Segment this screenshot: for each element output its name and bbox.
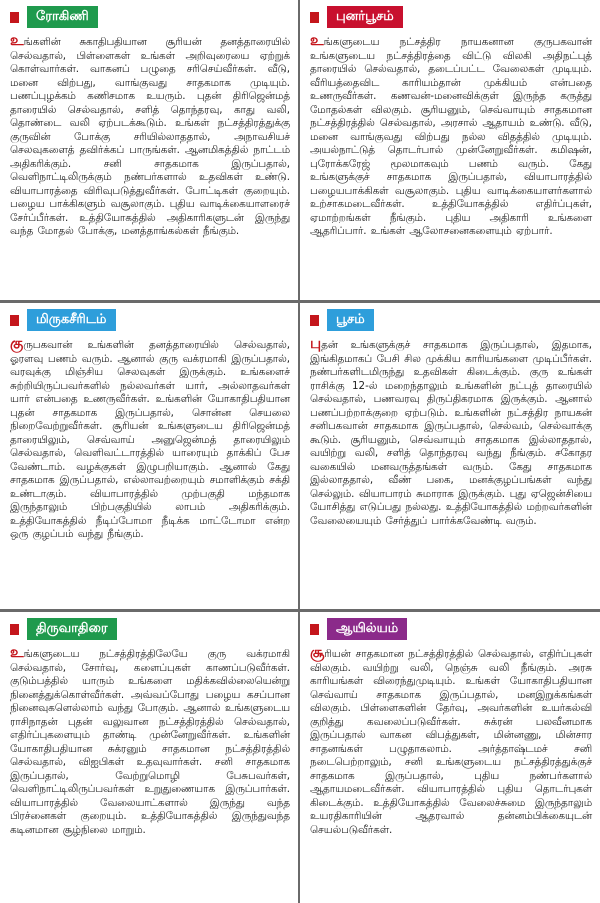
- section-header: [310, 6, 403, 28]
- section-header: [10, 618, 117, 640]
- section-header: [10, 309, 116, 331]
- section-body: [10, 334, 290, 542]
- section-poosam: [300, 303, 600, 609]
- vertical-divider: [298, 0, 300, 903]
- section-header: [310, 618, 407, 640]
- section-text: தன் உங்களுக்குச் சாதகமாக இருப்பதால், இதமாக, இங்கிதமாகப் பேசி சில முக்கிய காரியங்களை முடிப்பீர்கள். நண்பர்களிடமிருந்து உதவிகள் கிடைக்கும். குரு உங்கள் ராசிக்கு 12-ல் மறைந்தாலும் உங்களின் நட்புத் தாரையில் செல்வதால், பணவரவு திருப்திகரமாக இருக்கும். ஆனால் பணப்பற்றாக்குறை ஏற்படும். உங்களின் நட்சத்திர நாயகன் சனிபகவான் சாதகமாக இருப்பதால், செல்வம், செல்வாக்கு கூடும். சூரியனும், செவ்வாயும் சாதகமாக இல்லாததால், வயிற்று வலி, சளித் தொந்தரவு வந்து நீங்கும். சகோதர வகையில் மனவருத்தங்கள் வரும். கேது சாதகமாக இல்லாததால், வீண் பகை, மனக்குழப்பங்கள் வந்து செல்லும். வியாபாரம் சுமாராக இருக்கும். புது ஏஜென்சியை யோசித்து எடுப்பது நல்லது. உத்தியோகத்தில் மற்றவர்களின் வேலையையும் சேர்த்துப் பார்க்கவேண்டி வரும்.: [310, 339, 592, 527]
- horizontal-divider: [0, 609, 600, 612]
- drop-letter: உ: [10, 643, 24, 661]
- red-square-bullet-icon: [10, 315, 19, 326]
- section-thiruvathirai: [0, 612, 298, 903]
- section-body: [10, 31, 290, 239]
- section-body: [310, 643, 592, 837]
- section-text: ரியன் சாதகமான நட்சத்திரத்தில் செல்வதால், எதிர்ப்புகள் விலகும். வயிற்று வலி, நெஞ்சு வலி நீங்கும். அரசு காரியங்கள் விரைந்துமுடியும். உங்கள் யோகாதிபதியான செவ்வாய் சாதகமாக இருப்பதால், மனஇறுக்கங்கள் விலகும். பிள்ளைகளின் தேர்வு, அவர்களின் உயர்கல்வி குறித்து கவலைப்படுவீர்கள். சுக்ரன் பலவீனமாக இருப்பதால் வாகன விபத்துகள், மின்னணு, மின்சார சாதனங்கள் பழுதாகலாம். அர்த்தாஷ்டமச் சனி நடைபெற்றாலும், சனி உங்களுடைய நட்சத்திரத்துக்குச் சாதகமாக இருப்பதால், புதிய நண்பர்களால் ஆதாயமடைவீர்கள். வியாபாரத்தில் புதிய தொடர்புகள் கிடைக்கும். உத்தியோகத்தில் வேலைச்சுமை இருந்தாலும் உயரதிகாரியின் ஆதரவால் தன்னம்பிக்கையுடன் செயல்படுவீர்கள்.: [310, 648, 592, 836]
- drop-letter: கு: [10, 334, 24, 352]
- section-header: [10, 6, 98, 28]
- drop-letter: பு: [310, 334, 322, 352]
- section-rohini: [0, 0, 298, 300]
- drop-letter: சூ: [310, 643, 325, 661]
- section-title: ரோகிணி: [27, 6, 98, 28]
- section-title: ஆயில்யம்: [327, 618, 407, 640]
- horizontal-divider: [0, 300, 600, 303]
- section-text: ங்களின் சுகாதிபதியான சூரியன் தனத்தாரையில் செல்வதால், பிள்ளைகள் உங்கள் அறிவுரையை ஏற்றுக் கொள்வார்கள். வாகனப் பழுதை சரிசெய்வீர்கள். வீடு, மனை விற்பது, வாங்குவது சாதகமாக முடியும். பணப்புழக்கம் கணிசமாக உயரும். புதன் திரிஜென்மத் தாரையில் செல்வதால், சளித் தொந்தரவு, காது வலி, தொண்டை வலி ஏற்படக்கூடும். உங்கள் நட்சத்திரத்துக்கு குருவின் போக்கு சரியில்லாததால், அநாவசியச் செலவுகளைத் தவிர்க்கப் பாருங்கள். ஆனமிகத்தில் நாட்டம் அதிகரிக்கும். சனி சாதகமாக இருப்பதால், வெளிநாட்டிலிருக்கும் நண்பர்களால் உதவிகள் உண்டு. வியாபாரத்தை விரிவுபடுத்துவீர்கள். போட்டிகள் குறையும். பழைய பாக்கிகளும் வசூலாகும். புதிய வாடிக்கையாளரைச் சேர்ப்பீர்கள். உத்தியோகத்தில் அதிகாரிகளுடன் இருந்து வந்த மோதல் போக்கு, மனத்தாங்கல்கள் நீங்கும்.: [10, 36, 290, 237]
- section-text: ங்களுடைய நட்சத்திரத்திலேயே குரு வக்ரமாகி செல்வதால், சோர்வு, களைப்புகள் காணப்படுவீர்கள். குடும்பத்தில் யாரும் உங்களை மதிக்கவில்லையென்று நினைத்துக்கொள்வீர்கள். அவ்வப்போது பழைய கசப்பான நினைவுகளெல்லாம் வந்து போகும். ஆனால் உங்களுடைய ராசிநாதன் புதன் வலுவான நட்சத்திரத்தில் செல்வதால், எதிர்ப்புகளையும் தாண்டி முன்னேறுவீர்கள். உங்களின் யோகாதிபதியான சுக்ரனும் சாதகமான நட்சத்திரத்தில் செல்வதால், விஐபிகள் உதவுவார்கள். சனி சாதகமாக இருப்பதால், வேற்றுமொழி பேசுபவர்கள், வெளிநாட்டிலிருப்பவர்கள் உறுதுணையாக இருப்பார்கள். வியாபாரத்தில் வேலையாட்களால் இருந்து வந்த பிரச்னைகள் குறையும். உத்தியோகத்தில் இருந்துவந்த கடினமான சூழ்நிலை மாறும்.: [10, 648, 290, 836]
- red-square-bullet-icon: [10, 12, 19, 23]
- section-title: மிருகசீரிடம்: [27, 309, 116, 331]
- section-title: புனர்பூசம்: [327, 6, 403, 28]
- section-text: ருபகவான் உங்களின் தனத்தாரையில் செல்வதால், ஓரளவு பணம் வரும். ஆனால் குரு வக்ரமாகி இருப்பதால், வரவுக்கு மிஞ்சிய செலவுகள் இருக்கும். உங்களைச் சுற்றியிருப்பவர்களில் நல்லவர்கள் யார், அல்லாதவர்கள் யார் என்பதை உணருவீர்கள். உங்களின் யோகாதிபதியான புதன் சாதகமாக இருப்பதால், சொன்ன செயலை நிறைவேற்றுவீர்கள். சூரியன் உங்களுடைய திரிஜென்மத் தாரையிலும், செவ்வாய் அனுஜென்மத் தாரையிலும் செல்வதால், வெளிவட்டாரத்தில் யாரையும் தாக்கிப் பேச வேண்டாம். வழக்குகள் இழுபறியாகும். ஆனால் கேது சாதகமாக இருப்பதால், எல்லாவற்றையும் சமாளிக்கும் சக்தி உண்டாகும். வியாபாரத்தில் முற்பகுதி மந்தமாக இருந்தாலும் பிற்பகுதியில் லாபம் அதிகரிக்கும். உத்தியோகத்தில் நீடிப்போமா நீடிக்க மாட்டோமா என்ற ஒரு குழப்பம் வந்து நீங்கும்.: [10, 339, 290, 540]
- section-ayilyam: [300, 612, 600, 903]
- section-text: ங்களுடைய நட்சத்திர நாயகனான குருபகவான் உங்களுடைய நட்சத்திரத்தை விட்டு விலகி அதிநட்புத் தாரையில் செல்வதால், தடைப்பட்ட வேலைகள் முடியும். வீரியத்தைவிட காரியம்தான் முக்கியம் என்பதை உணருவீர்கள். கணவன்-மனைவிக்குள் இருந்த கருத்து மோதல்கள் விலகும். சூரியனும், செவ்வாயும் சாதகமான நட்சத்திரத்தில் செல்வதால், அரசால் ஆதாயம் உண்டு. வீடு, மனை வாங்குவது விற்பது நல்ல விதத்தில் முடியும். அயல்நாட்டுத் தொடர்பால் முன்னேறுவீர்கள். கமிஷன், புரோக்கரேஜ் மூலமாகவும் பணம் வரும். கேது உங்களுக்குச் சாதகமாக இருப்பதால், வியாபாரத்தில் பழையபாக்கிகள் வசூலாகும். புதிய வாடிக்கையாளர்களால் உற்சாகமடைவீர்கள். உத்தியோகத்தில் எதிர்ப்புகள், ஏமாற்றங்கள் நீங்கும். புதிய அதிகாரி உங்களை ஆதரிப்பார். உங்கள் ஆலோசனைகளையும் ஏற்பார்.: [310, 36, 592, 237]
- section-title: திருவாதிரை: [27, 618, 117, 640]
- red-square-bullet-icon: [310, 624, 319, 635]
- drop-letter: உ: [310, 31, 324, 49]
- drop-letter: உ: [10, 31, 24, 49]
- section-title: பூசம்: [327, 309, 374, 331]
- red-square-bullet-icon: [10, 624, 19, 635]
- section-body: [10, 643, 290, 837]
- section-body: [310, 334, 592, 528]
- section-punarpoosam: [300, 0, 600, 300]
- section-header: [310, 309, 374, 331]
- section-body: [310, 31, 592, 239]
- section-mirugaseeridam: [0, 303, 298, 609]
- red-square-bullet-icon: [310, 12, 319, 23]
- red-square-bullet-icon: [310, 315, 319, 326]
